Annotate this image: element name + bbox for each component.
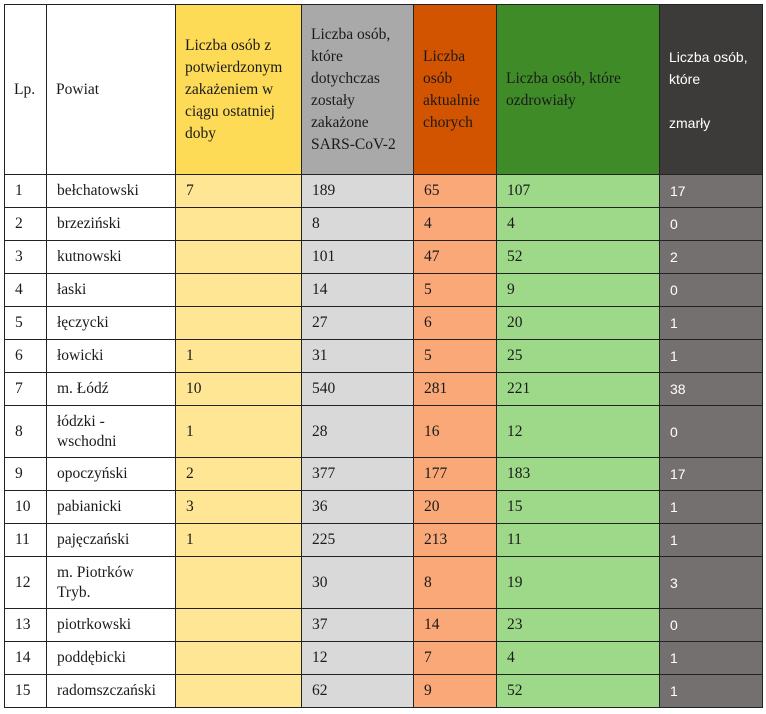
cell-active-cases: 65	[414, 175, 497, 208]
cell-new-cases	[176, 274, 302, 307]
cell-active-cases: 16	[414, 406, 497, 458]
cell-lp: 1	[5, 175, 47, 208]
table-row	[5, 373, 763, 406]
cell-deaths: 0	[660, 274, 763, 307]
cell-new-cases	[176, 557, 302, 609]
table-row	[5, 491, 763, 524]
header-deaths	[660, 5, 763, 175]
cell-total-cases: 27	[302, 307, 414, 340]
cell-total-cases: 31	[302, 340, 414, 373]
cell-active-cases: 177	[414, 458, 497, 491]
cell-active-cases: 281	[414, 373, 497, 406]
cell-new-cases: 1	[176, 524, 302, 557]
cell-powiat: łódzki - wschodni	[47, 406, 176, 458]
cell-powiat: piotrkowski	[47, 609, 176, 642]
cell-new-cases: 1	[176, 406, 302, 458]
header-lp: Lp.	[5, 5, 47, 175]
cell-recovered: 221	[497, 373, 660, 406]
cell-powiat: bełchatowski	[47, 175, 176, 208]
cell-new-cases	[176, 208, 302, 241]
cell-lp: 6	[5, 340, 47, 373]
cell-deaths: 1	[660, 524, 763, 557]
cell-lp: 12	[5, 557, 47, 609]
cell-new-cases: 1	[176, 340, 302, 373]
cell-active-cases: 14	[414, 609, 497, 642]
cell-recovered: 9	[497, 274, 660, 307]
cell-deaths: 1	[660, 340, 763, 373]
cell-total-cases: 377	[302, 458, 414, 491]
cell-active-cases: 47	[414, 241, 497, 274]
cell-new-cases: 2	[176, 458, 302, 491]
table-row	[5, 274, 763, 307]
cell-lp: 15	[5, 675, 47, 708]
cell-lp: 10	[5, 491, 47, 524]
cell-recovered: 19	[497, 557, 660, 609]
cell-recovered: 11	[497, 524, 660, 557]
cell-deaths: 1	[660, 491, 763, 524]
table-row	[5, 307, 763, 340]
cell-deaths: 2	[660, 241, 763, 274]
cell-deaths: 17	[660, 458, 763, 491]
cell-lp: 2	[5, 208, 47, 241]
cell-powiat: pabianicki	[47, 491, 176, 524]
cell-deaths: 1	[660, 642, 763, 675]
cell-total-cases: 225	[302, 524, 414, 557]
cell-deaths: 17	[660, 175, 763, 208]
cell-lp: 13	[5, 609, 47, 642]
cell-recovered: 4	[497, 642, 660, 675]
header-recovered: Liczba osób, które ozdrowiały	[497, 5, 660, 175]
cell-new-cases	[176, 307, 302, 340]
cell-recovered: 20	[497, 307, 660, 340]
cell-recovered: 12	[497, 406, 660, 458]
cell-recovered: 4	[497, 208, 660, 241]
cell-new-cases	[176, 642, 302, 675]
cell-total-cases: 37	[302, 609, 414, 642]
cell-new-cases	[176, 675, 302, 708]
header-deaths-line1: Liczba osób, które	[669, 48, 748, 87]
cell-deaths: 1	[660, 675, 763, 708]
table-row	[5, 524, 763, 557]
table-row	[5, 175, 763, 208]
cell-powiat: łęczycki	[47, 307, 176, 340]
table-row	[5, 458, 763, 491]
cell-deaths: 1	[660, 307, 763, 340]
cell-lp: 14	[5, 642, 47, 675]
cell-powiat: łaski	[47, 274, 176, 307]
table-row	[5, 557, 763, 609]
cell-total-cases: 28	[302, 406, 414, 458]
cell-active-cases: 7	[414, 642, 497, 675]
cell-lp: 5	[5, 307, 47, 340]
cell-active-cases: 5	[414, 340, 497, 373]
cell-recovered: 183	[497, 458, 660, 491]
header-new-cases: Liczba osób z potwierdzonym zakażeniem w ciągu ostatniej doby	[176, 5, 302, 175]
cell-recovered: 25	[497, 340, 660, 373]
cell-new-cases	[176, 609, 302, 642]
header-total-cases: Liczba osób, które dotychczas zostały zakażone SARS-CoV-2	[302, 5, 414, 175]
cell-lp: 7	[5, 373, 47, 406]
cell-recovered: 23	[497, 609, 660, 642]
cell-active-cases: 6	[414, 307, 497, 340]
cell-powiat: pajęczański	[47, 524, 176, 557]
table-row	[5, 241, 763, 274]
cell-lp: 9	[5, 458, 47, 491]
cell-deaths: 38	[660, 373, 763, 406]
cell-powiat: m. Piotrków Tryb.	[47, 557, 176, 609]
cell-deaths: 0	[660, 208, 763, 241]
table-row	[5, 642, 763, 675]
cell-recovered: 52	[497, 241, 660, 274]
cell-active-cases: 9	[414, 675, 497, 708]
cell-powiat: m. Łódź	[47, 373, 176, 406]
table-row	[5, 340, 763, 373]
cell-total-cases: 30	[302, 557, 414, 609]
cell-lp: 3	[5, 241, 47, 274]
cell-total-cases: 540	[302, 373, 414, 406]
cell-total-cases: 101	[302, 241, 414, 274]
cell-new-cases: 10	[176, 373, 302, 406]
cell-deaths: 0	[660, 609, 763, 642]
cell-total-cases: 12	[302, 642, 414, 675]
cell-lp: 4	[5, 274, 47, 307]
cell-new-cases	[176, 241, 302, 274]
cell-total-cases: 8	[302, 208, 414, 241]
cell-total-cases: 62	[302, 675, 414, 708]
cell-total-cases: 14	[302, 274, 414, 307]
cell-recovered: 107	[497, 175, 660, 208]
cell-deaths: 3	[660, 557, 763, 609]
cell-active-cases: 5	[414, 274, 497, 307]
cell-recovered: 15	[497, 491, 660, 524]
cell-total-cases: 36	[302, 491, 414, 524]
cell-recovered: 52	[497, 675, 660, 708]
cell-deaths: 0	[660, 406, 763, 458]
cell-lp: 8	[5, 406, 47, 458]
cell-active-cases: 213	[414, 524, 497, 557]
cell-powiat: poddębicki	[47, 642, 176, 675]
table-header-row	[5, 5, 763, 175]
cell-total-cases: 189	[302, 175, 414, 208]
table-body	[5, 175, 763, 708]
table-row	[5, 609, 763, 642]
table-row	[5, 208, 763, 241]
table-row	[5, 675, 763, 708]
cell-new-cases: 3	[176, 491, 302, 524]
header-active-cases: Liczba osób aktualnie chorych	[414, 5, 497, 175]
cell-active-cases: 20	[414, 491, 497, 524]
cell-lp: 11	[5, 524, 47, 557]
header-deaths-line2: zmarły	[669, 114, 711, 131]
cell-new-cases: 7	[176, 175, 302, 208]
cell-powiat: brzeziński	[47, 208, 176, 241]
cell-active-cases: 4	[414, 208, 497, 241]
header-powiat: Powiat	[47, 5, 176, 175]
table-row	[5, 406, 763, 458]
cell-powiat: łowicki	[47, 340, 176, 373]
cell-powiat: kutnowski	[47, 241, 176, 274]
cell-powiat: radomszczański	[47, 675, 176, 708]
cell-active-cases: 8	[414, 557, 497, 609]
covid-district-table	[4, 4, 763, 708]
cell-powiat: opoczyński	[47, 458, 176, 491]
